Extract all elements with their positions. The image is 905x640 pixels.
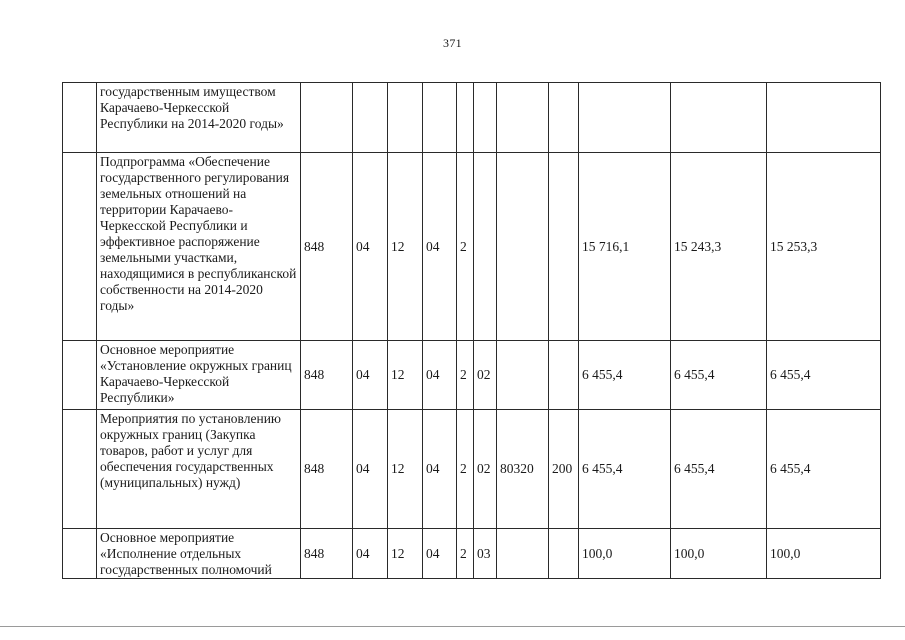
program-name-cell: государственным имуществом Карачаево-Черкесской Республики на 2014-2020 годы» [97,83,301,153]
target-code-direction-cell [497,83,549,153]
target-code-measure-cell [474,153,497,341]
amount-year2-cell: 6 455,4 [671,341,767,410]
target-code-program-cell [423,83,457,153]
section-code-cell: 04 [353,341,388,410]
amount-year3-cell [767,83,881,153]
target-code-measure-cell [474,83,497,153]
target-code-subprogram-cell: 2 [457,153,474,341]
table-row [63,83,881,153]
table-row [63,341,881,410]
grbs-code-cell [301,83,353,153]
scan-edge-line [0,626,905,627]
subsection-code-cell: 12 [388,341,423,410]
subsection-code-cell: 12 [388,410,423,529]
program-name-cell: Основное мероприятие «Исполнение отдельных государственных полномочий [97,529,301,579]
amount-year1-cell: 6 455,4 [579,410,671,529]
amount-year3-cell: 6 455,4 [767,410,881,529]
target-code-subprogram-cell: 2 [457,341,474,410]
row-number-cell [63,341,97,410]
section-code-cell: 04 [353,410,388,529]
page-number: 371 [443,36,462,50]
expense-type-cell [549,83,579,153]
target-code-direction-cell: 80320 [497,410,549,529]
amount-year2-cell [671,83,767,153]
target-code-measure-cell: 03 [474,529,497,579]
target-code-measure-cell: 02 [474,341,497,410]
target-code-direction-cell [497,529,549,579]
expense-type-cell [549,529,579,579]
grbs-code-cell: 848 [301,341,353,410]
subsection-code-cell: 12 [388,529,423,579]
table-row [63,529,881,579]
amount-year1-cell: 6 455,4 [579,341,671,410]
target-code-program-cell: 04 [423,410,457,529]
amount-year2-cell: 100,0 [671,529,767,579]
target-code-program-cell: 04 [423,529,457,579]
target-code-direction-cell [497,341,549,410]
grbs-code-cell: 848 [301,410,353,529]
amount-year2-cell: 6 455,4 [671,410,767,529]
program-name-cell: Основное мероприятие «Установление окружных границ Карачаево-Черкесской Республики» [97,341,301,410]
program-name-cell: Подпрограмма «Обеспечение государственного регулирования земельных отношений на территории Карачаево-Черкесской Республики и эффективное распоряжение земельными участками, находящимися в республиканской собственности на 2014-2020 годы» [97,153,301,341]
budget-table [62,82,881,579]
target-code-subprogram-cell [457,83,474,153]
row-number-cell [63,83,97,153]
target-code-program-cell: 04 [423,341,457,410]
row-number-cell [63,529,97,579]
table-row [63,153,881,341]
table-row [63,410,881,529]
section-code-cell [353,83,388,153]
grbs-code-cell: 848 [301,529,353,579]
expense-type-cell [549,341,579,410]
target-code-measure-cell: 02 [474,410,497,529]
grbs-code-cell: 848 [301,153,353,341]
target-code-program-cell: 04 [423,153,457,341]
amount-year3-cell: 6 455,4 [767,341,881,410]
amount-year3-cell: 15 253,3 [767,153,881,341]
amount-year3-cell: 100,0 [767,529,881,579]
section-code-cell: 04 [353,529,388,579]
program-name-cell: Мероприятия по установлению окружных границ (Закупка товаров, работ и услуг для обеспечения государственных (муниципальных) нужд) [97,410,301,529]
target-code-subprogram-cell: 2 [457,410,474,529]
target-code-subprogram-cell: 2 [457,529,474,579]
amount-year2-cell: 15 243,3 [671,153,767,341]
amount-year1-cell: 15 716,1 [579,153,671,341]
amount-year1-cell: 100,0 [579,529,671,579]
subsection-code-cell: 12 [388,153,423,341]
subsection-code-cell [388,83,423,153]
amount-year1-cell [579,83,671,153]
section-code-cell: 04 [353,153,388,341]
row-number-cell [63,153,97,341]
row-number-cell [63,410,97,529]
target-code-direction-cell [497,153,549,341]
expense-type-cell [549,153,579,341]
expense-type-cell: 200 [549,410,579,529]
